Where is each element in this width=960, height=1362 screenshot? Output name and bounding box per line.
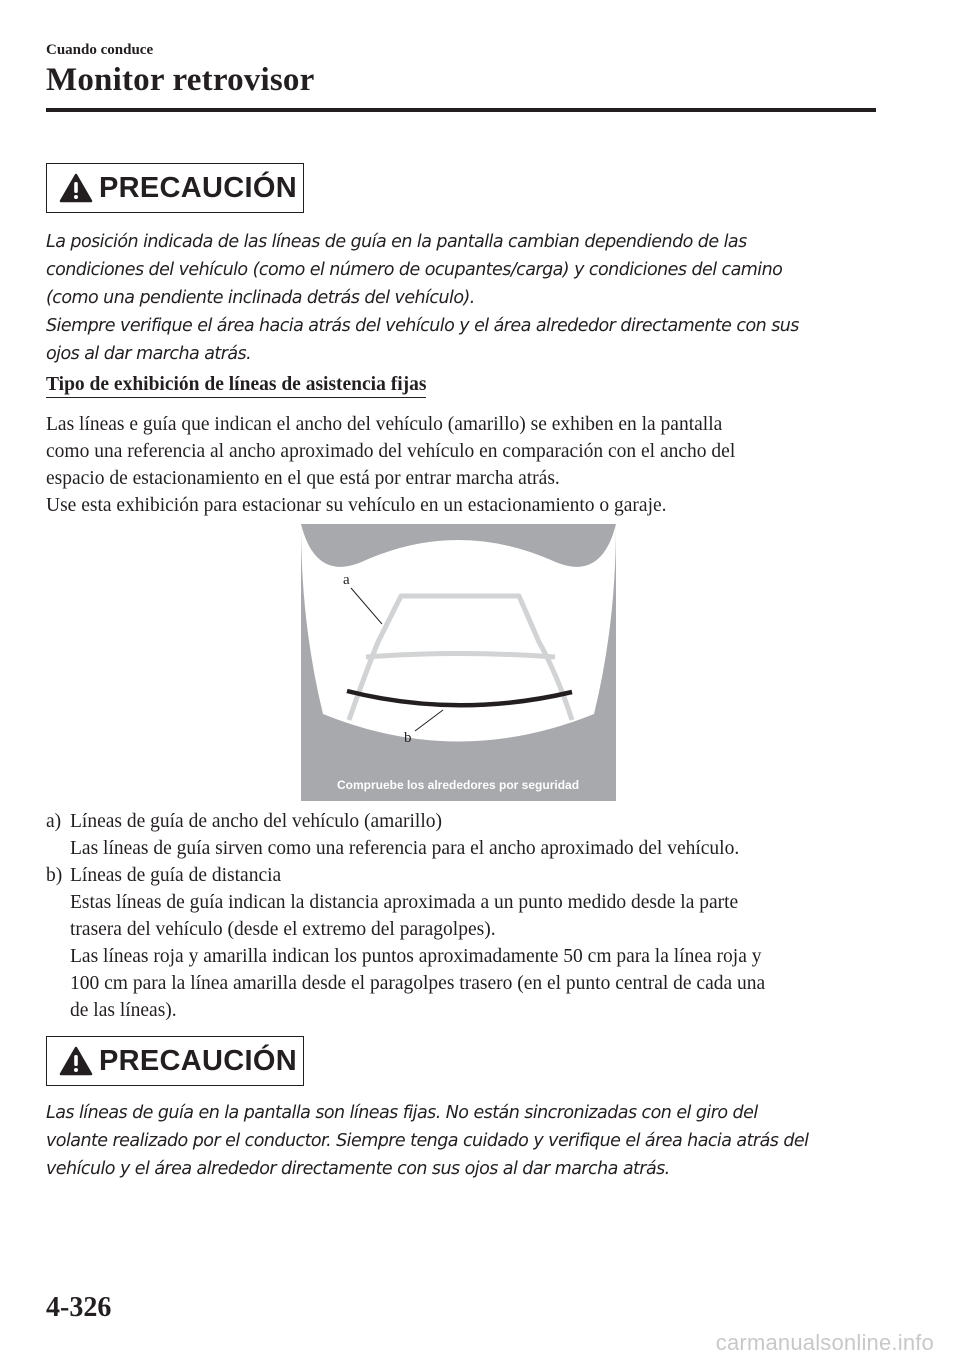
screen-caption: Compruebe los alrededores por seguridad xyxy=(336,778,580,792)
caution-line: (como una pendiente inclinada detrás del vehículo). xyxy=(46,288,475,308)
caution-label: PRECAUCIÓN xyxy=(99,171,297,204)
legend-line: de las líneas). xyxy=(70,1000,177,1021)
legend-marker: a) xyxy=(46,811,62,832)
page-title: Monitor retrovisor xyxy=(46,62,315,98)
section-label: Cuando conduce xyxy=(46,42,154,58)
intro-line: como una referencia al ancho aproximado del vehículo en comparación con el ancho del xyxy=(46,441,736,462)
intro-line: espacio de estacionamiento en el que está por entrar marcha atrás. xyxy=(46,468,560,489)
legend-line: 100 cm para la línea amarilla desde el paragolpes trasero (en el punto central de cada una xyxy=(70,973,766,994)
caution-line: Las líneas de guía en la pantalla son líneas fijas. No están sincronizadas con el giro del xyxy=(46,1103,758,1123)
caution-line: condiciones del vehículo (como el número de ocupantes/carga) y condiciones del camino xyxy=(46,260,783,280)
legend-line: trasera del vehículo (desde el extremo del paragolpes). xyxy=(70,919,496,940)
caution-label: PRECAUCIÓN xyxy=(99,1044,297,1077)
legend-item-a xyxy=(46,808,886,862)
legend-title: Líneas de guía de distancia xyxy=(70,865,282,886)
legend-marker: b) xyxy=(46,865,63,886)
intro-line: Use esta exhibición para estacionar su vehículo en un estacionamiento o garaje. xyxy=(46,495,667,516)
legend-line: Las líneas de guía sirven como una referencia para el ancho aproximado del vehículo. xyxy=(70,838,740,859)
legend-line: Las líneas roja y amarilla indican los puntos aproximadamente 50 cm para la línea roja y xyxy=(70,946,762,967)
intro-line: Las líneas e guía que indican el ancho del vehículo (amarillo) se exhiben en la pantalla xyxy=(46,414,723,435)
caution-box xyxy=(46,1036,304,1086)
page-number: 4-326 xyxy=(46,1292,112,1323)
intro-paragraph xyxy=(46,411,886,519)
legend-item-b xyxy=(46,862,886,1024)
caution-line: La posición indicada de las líneas de guía en la pantalla cambian dependiendo de las xyxy=(46,232,747,252)
warning-triangle-icon xyxy=(59,1046,93,1076)
caution-text xyxy=(46,1099,886,1183)
caution-text xyxy=(46,228,886,368)
warning-triangle-icon xyxy=(59,173,93,203)
title-divider xyxy=(46,108,876,112)
rearview-screen-illustration xyxy=(301,524,616,801)
figure-label-a: a xyxy=(343,572,350,588)
figure-legend xyxy=(46,808,886,1024)
figure-label-b: b xyxy=(404,730,412,746)
legend-line: Estas líneas de guía indican la distancia aproximada a un punto medido desde la parte xyxy=(70,892,739,913)
caution-line: Siempre verifique el área hacia atrás del vehículo y el área alrededor directamente con sus xyxy=(46,316,799,336)
subheading: Tipo de exhibición de líneas de asistencia fijas xyxy=(46,374,426,398)
watermark: carmanualsonline.info xyxy=(715,1330,934,1355)
caution-line: vehículo y el área alrededor directamente con sus ojos al dar marcha atrás. xyxy=(46,1159,670,1179)
rearview-monitor-figure xyxy=(301,524,616,801)
caution-box xyxy=(46,163,304,213)
legend-title: Líneas de guía de ancho del vehículo (amarillo) xyxy=(70,811,442,832)
caution-line: ojos al dar marcha atrás. xyxy=(46,344,252,364)
caution-line: volante realizado por el conductor. Siempre tenga cuidado y verifique el área hacia atrás del xyxy=(46,1131,809,1151)
